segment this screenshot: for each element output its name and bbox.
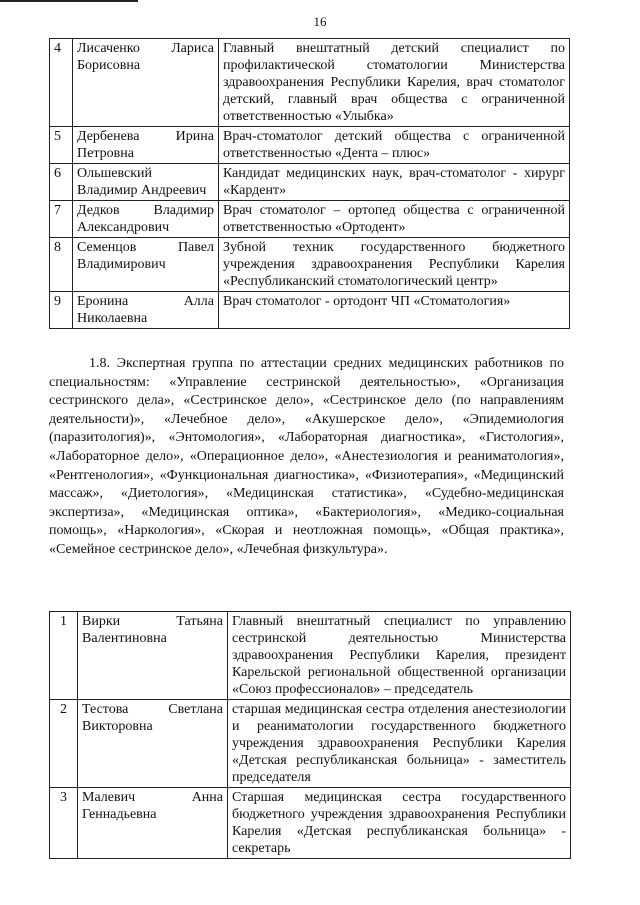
row-number: 1 <box>50 612 78 700</box>
position-description: Врач стоматолог – ортопед общества с ограниченной ответственностью «Ортодент» <box>219 201 570 238</box>
table-row <box>50 612 571 700</box>
position-description: Главный внештатный специалист по управлению сестринской деятельностью Министерства здравоохранения Республики Карелия, президент Карельской региональной общественной организации «Союз профессионалов» – председатель <box>228 612 571 700</box>
person-name: Дедков Владимир Александрович <box>73 201 219 238</box>
person-name: Тестова Светлана Викторовна <box>78 700 228 788</box>
position-description: старшая медицинская сестра отделения анестезиологии и реаниматологии государственного бюджетного учреждения здравоохранения Республики Карелия «Детская республиканская больница» - заместитель председателя <box>228 700 571 788</box>
row-number: 4 <box>50 39 73 127</box>
person-name: Лисаченко Лариса Борисовна <box>73 39 219 127</box>
position-description: Кандидат медицинских наук, врач-стоматолог - хирург «Кардент» <box>219 164 570 201</box>
table-row <box>50 700 571 788</box>
person-name: Дербенева Ирина Петровна <box>73 127 219 164</box>
table-row <box>50 238 570 292</box>
page-number: 16 <box>313 14 327 29</box>
section-1-8-paragraph: 1.8. Экспертная группа по аттестации средних медицинских работников по специальностям: «Управление сестринской деятельностью», «Организация сестринского дела», «Сестринское дело», «Сестринское дело (по направлениям деятельности)», «Лечебное дело», «Акушерское дело», «Эпидемиология (паразитология)», «Энтомология», «Лабораторная диагностика», «Гистология», «Лабораторное дело», «Операционное дело», «Анестезиология и реаниматология», «Рентгенология», «Функциональная диагностика», «Физиотерапия», «Медицинский массаж», «Диетология», «Медицинская статистика», «Судебно-медицинская экспертиза», «Медицинская оптика», «Бактериология», «Медико-социальная помощь», «Наркология», «Скорая и неотложная помощь», «Общая практика», «Семейное сестринское дело», «Лечебная физкультура». <box>49 356 564 557</box>
specialists-table-nursing <box>49 611 571 859</box>
position-description: Врач-стоматолог детский общества с ограниченной ответственностью «Дента – плюс» <box>219 127 570 164</box>
person-name: Ольшевский Владимир Андреевич <box>73 164 219 201</box>
person-name: Вирки Татьяна Валентиновна <box>78 612 228 700</box>
table-row <box>50 201 570 238</box>
specialists-table-dentistry <box>49 38 570 329</box>
position-description: Зубной техник государственного бюджетного учреждения здравоохранения Республики Карелия «Республиканский стоматологический центр» <box>219 238 570 292</box>
position-description: Врач стоматолог - ортодонт ЧП «Стоматология» <box>219 292 570 329</box>
top-rule <box>0 0 138 2</box>
table-row <box>50 788 571 859</box>
row-number: 8 <box>50 238 73 292</box>
person-name: Еронина Алла Николаевна <box>73 292 219 329</box>
row-number: 2 <box>50 700 78 788</box>
person-name: Семенцов Павел Владимирович <box>73 238 219 292</box>
person-name: Малевич Анна Геннадьевна <box>78 788 228 859</box>
position-description: Старшая медицинская сестра государственного бюджетного учреждения здравоохранения Республики Карелия «Детская республиканская больница» - секретарь <box>228 788 571 859</box>
row-number: 6 <box>50 164 73 201</box>
table-row <box>50 39 570 127</box>
row-number: 9 <box>50 292 73 329</box>
table-row <box>50 292 570 329</box>
position-description: Главный внештатный детский специалист по профилактической стоматологии Министерства здравоохранения Республики Карелия, врач стоматолог детский, главный врач общества с ограниченной ответственностью «Улыбка» <box>219 39 570 127</box>
row-number: 3 <box>50 788 78 859</box>
table-row <box>50 164 570 201</box>
row-number: 7 <box>50 201 73 238</box>
row-number: 5 <box>50 127 73 164</box>
table-row <box>50 127 570 164</box>
